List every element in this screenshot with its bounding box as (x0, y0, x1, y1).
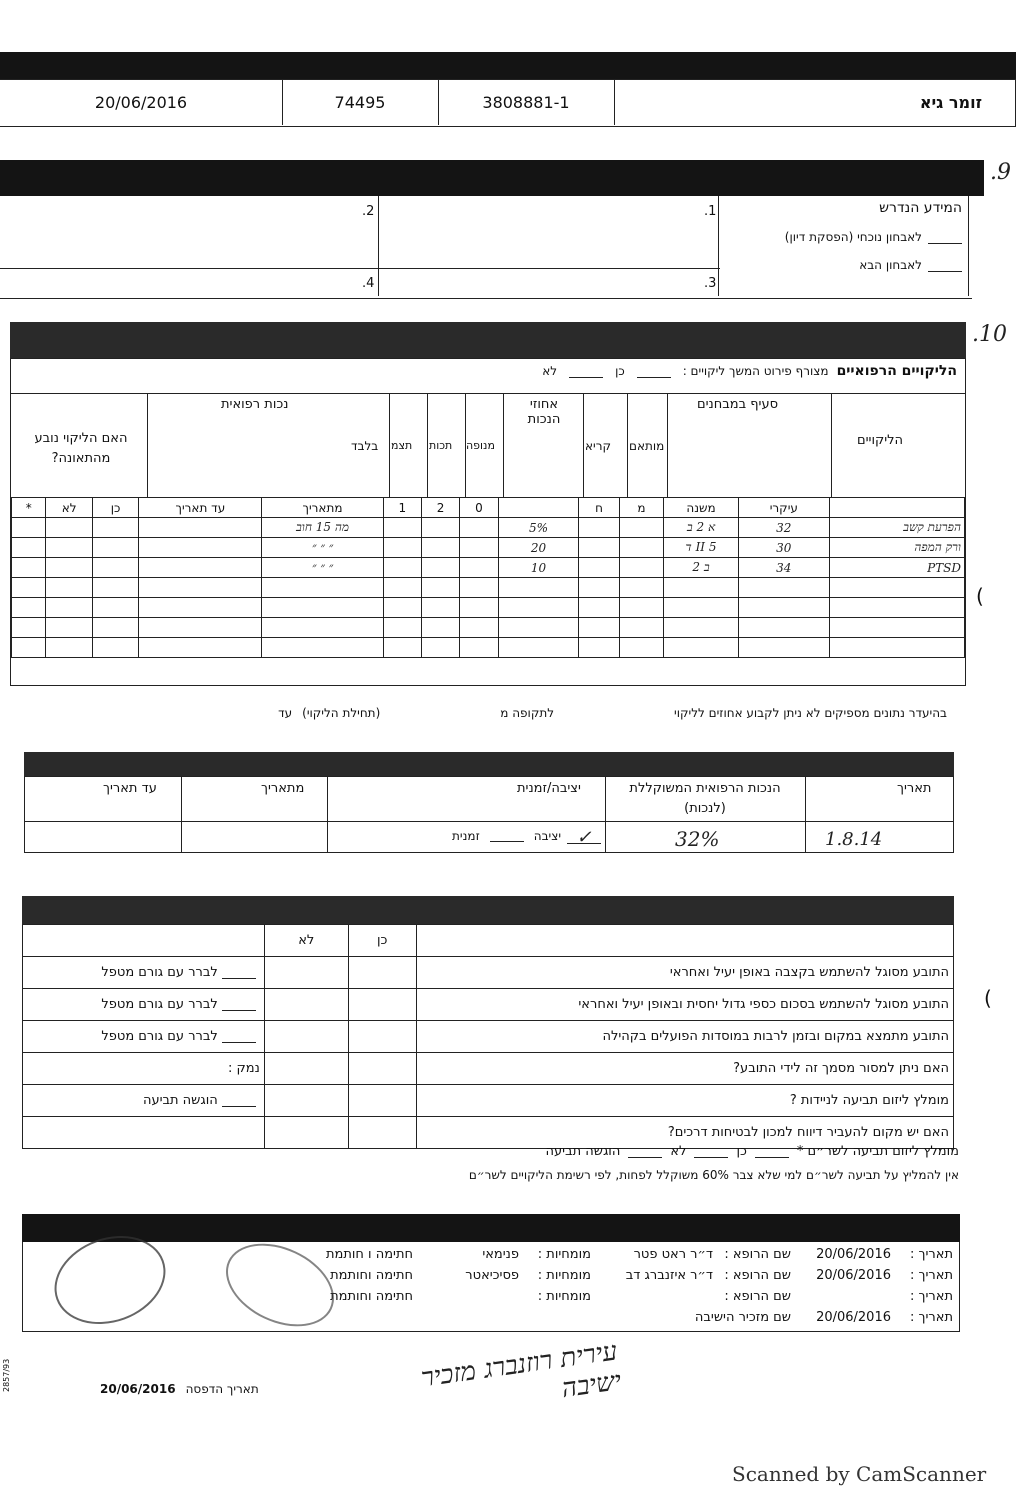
section10-header (11, 393, 965, 497)
hdr-accident: האם הליקוי נובע מהתאונה? (34, 431, 128, 466)
question-row (23, 1021, 954, 1053)
hdr-n1: 1 (383, 498, 421, 518)
section10-note-row (157, 706, 947, 720)
shr-yes-slot[interactable] (755, 1145, 789, 1158)
hdr-defects: הליקויים (857, 433, 903, 448)
table-row (12, 638, 965, 658)
q2-no[interactable] (264, 989, 348, 1021)
option-current-label: לאבחון נוכחי (הפסקת דיון) (784, 230, 922, 244)
signatures-rows (33, 1244, 953, 1328)
summary-status-header: יציבה/זמנית (517, 781, 581, 796)
hdr-tached: תכות (429, 439, 453, 452)
q2-yes[interactable] (348, 989, 416, 1021)
shr-label: מומלץ ליזום תביעה לשר״ם * (796, 1144, 959, 1159)
margin-mark-2: ( (984, 986, 992, 1010)
sig2-doc-label: שם הרופא : (724, 1268, 791, 1283)
question-row (23, 1085, 954, 1117)
summary-from-header: מתאריך (261, 781, 305, 796)
questions-header-row (23, 925, 954, 957)
hdr-kri: קריא (585, 439, 611, 453)
summary-disability-value: 32% (675, 827, 720, 851)
q2-side: לברר עם גורם מטפל (101, 997, 218, 1012)
hdr-n0: 0 (460, 498, 498, 518)
q6-no[interactable] (264, 1117, 348, 1149)
q5-side: הוגשה תביעה (142, 1093, 218, 1108)
question-4: האם ניתן למסור מסמך זה לידי התובע? (416, 1053, 953, 1085)
shr-no: לא (670, 1144, 687, 1159)
hdr-clause: סעיף במבחנים (697, 397, 779, 412)
q3-yes[interactable] (348, 1021, 416, 1053)
q5-no[interactable] (264, 1085, 348, 1117)
question-row (23, 989, 954, 1021)
sig2-sig: חתימה וחותמת (330, 1268, 413, 1283)
scanner-footer: Scanned by CamScanner (732, 1462, 987, 1486)
section10-period: לתקופה מ (500, 706, 555, 720)
sig4-date-label: תאריך : (910, 1310, 953, 1325)
header-name: זומר גיא (919, 93, 982, 112)
q3-no[interactable] (264, 1021, 348, 1053)
q6-side (23, 1117, 265, 1149)
q1-side-slot[interactable] (222, 966, 256, 979)
print-date: 20/06/2016 (100, 1382, 176, 1396)
row1-defect: הפרעת קשב (829, 518, 964, 538)
sig1-sig: חתימה ו חותמת (325, 1247, 413, 1262)
hdr-h: ח (579, 498, 619, 518)
question-row (23, 957, 954, 989)
shr-yes: כן (736, 1144, 747, 1159)
table-row (12, 558, 965, 578)
sig2-date: 20/06/2016 (816, 1268, 891, 1283)
hdr-no: לא (46, 498, 92, 518)
signature-row-1 (33, 1244, 953, 1265)
question-6: האם יש מקום להעביר דיווח למכון לבטיחות דרכים? (416, 1117, 953, 1149)
q4-yes[interactable] (348, 1053, 416, 1085)
shr-footnote: אין להמליץ על תביעה לשר״ם למי שלא צבר 60% משוקלל לפחות, לפי רשימת הליקויים לשר״ם (468, 1168, 959, 1182)
question-5: מומלץ ליזום תביעה לניידות ? (416, 1085, 953, 1117)
hdr-from: מתאריך (262, 498, 383, 518)
section10-note: בהיעדר נתונים מספיקים לא ניתן לקבוע אחוזים לליקוי (674, 706, 947, 720)
row2-main: 30 (738, 538, 829, 558)
summary-date-header: תאריך (897, 781, 932, 796)
shr-filed: הוגשה תביעה (545, 1144, 621, 1159)
sig2-spec: פסיכיאטר (465, 1268, 519, 1283)
table-row (12, 518, 965, 538)
section10-title: הליקויים הרפואיים (836, 363, 957, 379)
hdr-yes: כן (92, 498, 138, 518)
q1-no[interactable] (264, 957, 348, 989)
q5-yes[interactable] (348, 1085, 416, 1117)
question-3: התובע מתמצא במקום ובזמן לרבות במוסדות הפועלים בקהילה (416, 1021, 953, 1053)
section9-cell-3: .3 (704, 276, 717, 291)
section10-no: לא (542, 364, 558, 378)
option-next-label: לאבחון הבא (859, 258, 922, 272)
q4-no[interactable] (264, 1053, 348, 1085)
hdr-main: עיקרי (738, 498, 829, 518)
questions-bar (22, 896, 954, 924)
section9-cell-4: .4 (362, 276, 375, 291)
sig3-spec-label: מומחיות : (537, 1289, 591, 1304)
sig4-date: 20/06/2016 (816, 1310, 891, 1325)
temporary-slot[interactable] (490, 829, 524, 842)
table-row (12, 618, 965, 638)
row3-sub: ב 2 (664, 558, 739, 578)
section9-options (724, 200, 962, 272)
shr-row (546, 1144, 959, 1159)
questions-no-header: לא (264, 925, 348, 957)
row2-defect: ורק המפה (829, 538, 964, 558)
signatures-box (22, 1242, 960, 1332)
section10-table (11, 497, 965, 658)
hdr-sub: משנה (664, 498, 739, 518)
subheader-row (12, 498, 965, 518)
stable-check-slot[interactable]: ✓ (567, 827, 601, 844)
section10-box (10, 358, 966, 686)
row2-percent: 20 (498, 538, 579, 558)
row1-percent: 5% (498, 518, 579, 538)
hdr-m: מ (619, 498, 663, 518)
section9-box (0, 196, 972, 299)
hdr-percent: אחוזי הנכות (527, 397, 561, 427)
summary-date-value: 1.8.14 (825, 829, 883, 850)
q1-yes[interactable] (348, 957, 416, 989)
section10-start: (תחילת הליקוי) (302, 706, 381, 720)
q1-side: לברר עם גורם מטפל (101, 965, 218, 980)
print-date-label: תאריך הדפסה (185, 1382, 259, 1396)
row2-from: ״ ״ ״ (262, 538, 383, 558)
questions-yes-header: כן (348, 925, 416, 957)
hdr-star: * (12, 498, 46, 518)
sig1-date-label: תאריך : (910, 1247, 953, 1262)
q3-side: לברר עם גורם מטפל (101, 1029, 218, 1044)
side-code: 2857/93 (2, 1358, 11, 1392)
sig1-doc-label: שם הרופא : (724, 1247, 791, 1262)
section9-title: המידע הנדרש (879, 200, 962, 216)
sig1-doc: ד״ר ראט פטר (633, 1247, 713, 1262)
row2-sub: 5 II ד (664, 538, 739, 558)
sig4-secretary-label: שם מזכיר הישיבה (694, 1310, 791, 1325)
summary-disability-header: הנכות הרפואית המשוקללת (לנכות) (629, 781, 781, 816)
signature-row-4 (33, 1307, 953, 1328)
summary-box (24, 776, 954, 853)
shr-no-slot[interactable] (694, 1145, 728, 1158)
sig3-date-label: תאריך : (910, 1289, 953, 1304)
margin-mark-1: ( (976, 584, 984, 608)
stable-label: יציבה (533, 828, 561, 843)
summary-status-options (335, 827, 601, 848)
sig1-spec: פנימאי (482, 1247, 519, 1262)
sig3-sig: חתימה וחותמת (330, 1289, 413, 1304)
section10-subtitle: מצורף פירוט המשך ליקויים : (682, 364, 829, 378)
summary-to-header: עד תאריך (103, 781, 157, 796)
question-row (23, 1053, 954, 1085)
question-1: התובע מסוגל להשתמש בקצבה באופן יעיל ואחראי (416, 957, 953, 989)
temporary-label: זמנית (452, 828, 480, 843)
section10-number: .10 (972, 322, 1007, 347)
shr-filed-slot[interactable] (628, 1145, 662, 1158)
row3-percent: 10 (498, 558, 579, 578)
section9-cell-1: .1 (704, 204, 717, 219)
sig1-date: 20/06/2016 (816, 1247, 891, 1262)
row3-from: ״ ״ ״ (262, 558, 383, 578)
section10-yes: כן (615, 364, 625, 378)
row3-defect: PTSD (829, 558, 964, 578)
q4-side: נמק : (228, 1061, 260, 1076)
questions-table (22, 924, 954, 1149)
row3-main: 34 (738, 558, 829, 578)
table-row (12, 578, 965, 598)
checkbox-current[interactable] (928, 231, 962, 244)
signature-row-2 (33, 1265, 953, 1286)
section10-until: עד (278, 706, 293, 720)
signatures-bar (22, 1214, 960, 1242)
sig2-date-label: תאריך : (910, 1268, 953, 1283)
header-id1: 3808881-1 (482, 93, 570, 112)
hdr-n2: 2 (421, 498, 459, 518)
row1-from: מה 15 חוב (262, 518, 383, 538)
section10-yes-slot[interactable] (637, 365, 671, 378)
checkbox-next[interactable] (928, 259, 962, 272)
signature-row-3 (33, 1286, 953, 1307)
handwritten-signature: עירית רוזנברג מזכיר ישיבה (419, 1336, 624, 1405)
hdr-to: עד תאריך (139, 498, 262, 518)
section10-bar (10, 322, 966, 358)
header-info-row (0, 79, 1016, 127)
summary-bar (24, 752, 954, 776)
section9-bar (0, 160, 984, 196)
header-id2: 74495 (334, 93, 386, 112)
header-bar (0, 52, 1016, 80)
section9-number: .9 (990, 160, 1011, 185)
question-2: התובע מסוגל להשתמש בסכום כספי גדול יחסית ובאופן יעיל ואחראי (416, 989, 953, 1021)
hdr-mot: מותאם (629, 439, 665, 453)
q5-side-slot[interactable] (222, 1094, 256, 1107)
sig2-doc: ד״ר איזנברג דב (625, 1268, 713, 1283)
row1-main: 32 (738, 518, 829, 538)
print-date-row (100, 1382, 259, 1396)
hdr-menu: מנופה (466, 439, 495, 452)
sig3-doc-label: שם הרופא : (724, 1289, 791, 1304)
table-row (12, 538, 965, 558)
hdr-beld: בלבד (351, 439, 379, 453)
q3-side-slot[interactable] (222, 1030, 256, 1043)
sig1-spec-label: מומחיות : (537, 1247, 591, 1262)
section10-no-slot[interactable] (569, 365, 603, 378)
section9-cell-2: .2 (362, 204, 375, 219)
header-date: 20/06/2016 (94, 93, 188, 112)
hdr-medical: נכות רפואית (221, 397, 289, 412)
q6-yes[interactable] (348, 1117, 416, 1149)
hdr-tz: תצמ (391, 439, 413, 452)
q2-side-slot[interactable] (222, 998, 256, 1011)
section10-title-row (542, 363, 957, 379)
table-row (12, 598, 965, 618)
row1-sub: א 2 ב (664, 518, 739, 538)
sig2-spec-label: מומחיות : (537, 1268, 591, 1283)
